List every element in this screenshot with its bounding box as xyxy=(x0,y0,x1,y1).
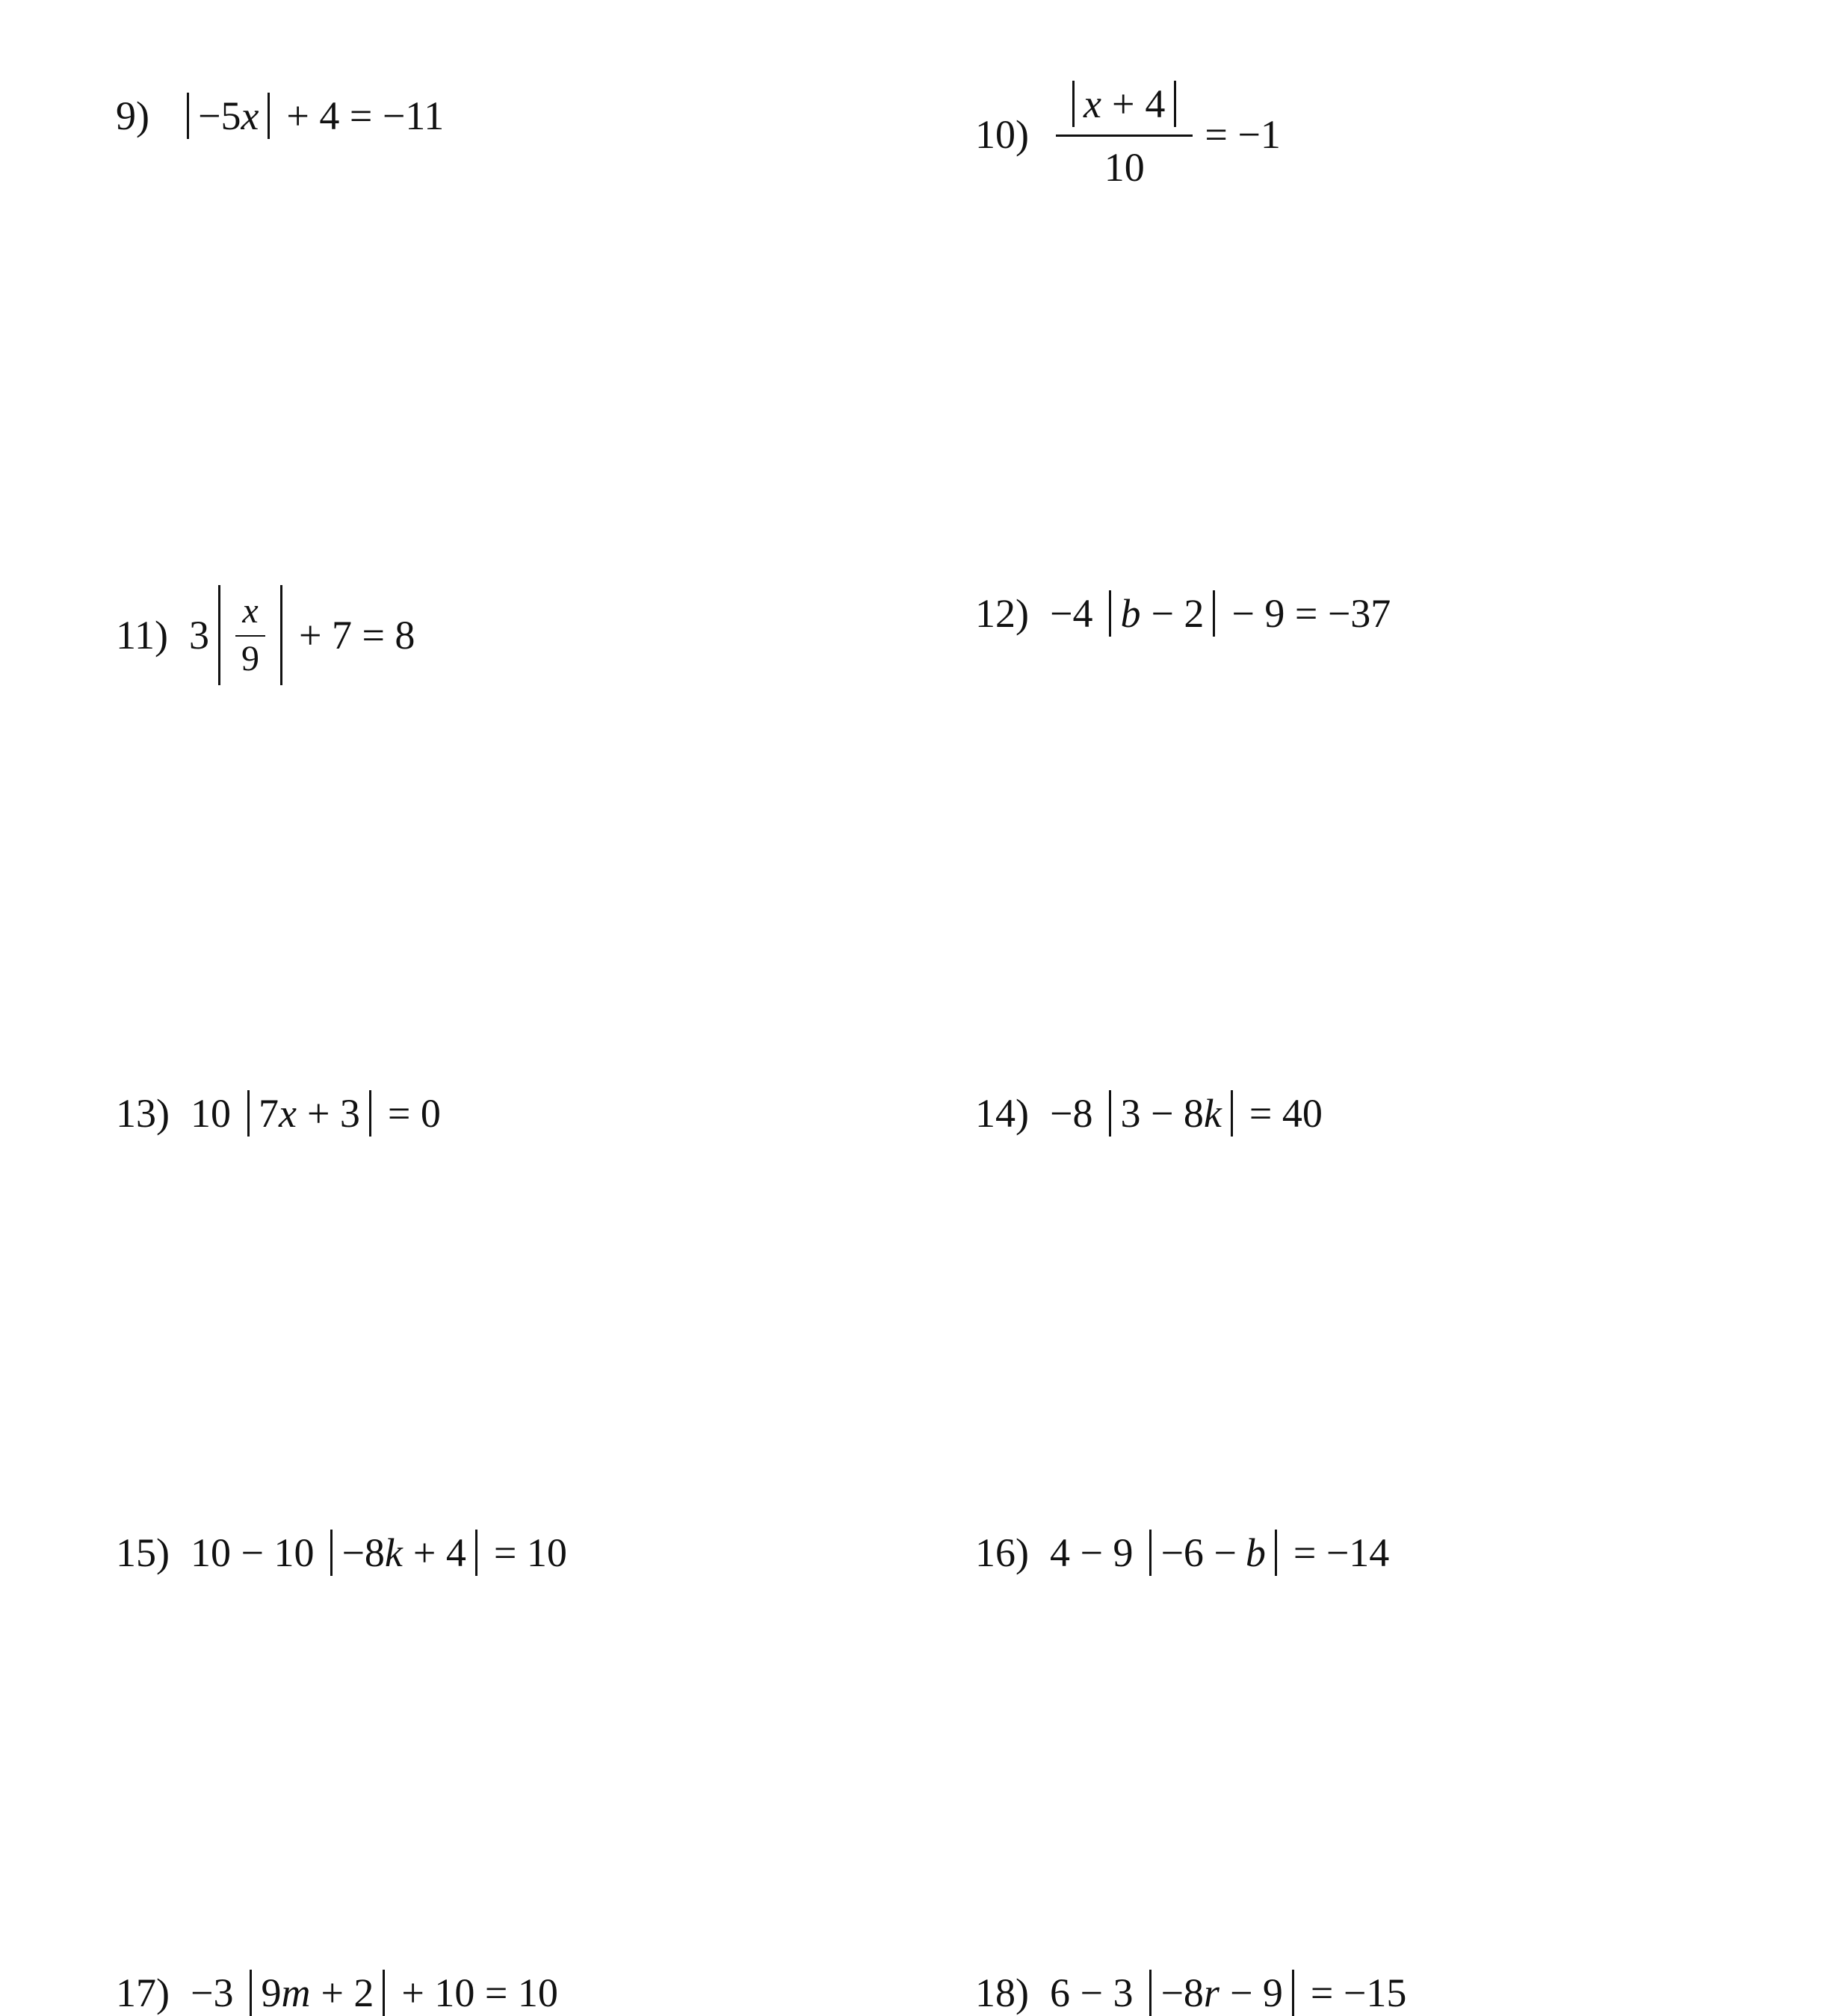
problem-number: 10) xyxy=(975,111,1029,157)
coefficient: 6 − 3 xyxy=(1049,1970,1134,2015)
abs-inner-rest: + 3 xyxy=(306,1091,360,1136)
equation-rest: = 0 xyxy=(387,1091,441,1136)
abs-coefficient: 7 xyxy=(258,1091,279,1136)
absolute-value xyxy=(1140,1530,1285,1576)
equation-rest: + 7 = 8 xyxy=(298,613,415,658)
fraction-line xyxy=(1056,134,1193,137)
equation-rest: = 40 xyxy=(1249,1091,1323,1136)
abs-bar-right xyxy=(1231,1090,1233,1137)
equation-rest: = −1 xyxy=(1205,111,1281,157)
abs-bar-left xyxy=(1109,1090,1111,1137)
denominator: 9 xyxy=(241,639,259,678)
fraction xyxy=(235,593,265,677)
abs-coefficient: 9 xyxy=(261,1970,282,2015)
numerator: x xyxy=(242,591,259,631)
abs-inner-rest: − 9 xyxy=(1229,1970,1283,2015)
absolute-value xyxy=(321,1530,486,1576)
absolute-value xyxy=(209,585,291,685)
problem-number: 11) xyxy=(116,613,168,658)
abs-bar-left xyxy=(330,1530,333,1576)
variable: m xyxy=(281,1970,311,2015)
equation-rest: = −14 xyxy=(1293,1530,1390,1575)
problem-number: 16) xyxy=(975,1530,1029,1575)
operator: + xyxy=(1111,81,1135,126)
variable: r xyxy=(1203,1970,1220,2015)
abs-inner-pre: 3 − 8 xyxy=(1120,1091,1204,1136)
equation-rest: − 9 = −37 xyxy=(1231,591,1391,636)
absolute-value xyxy=(1063,81,1185,127)
variable: k xyxy=(1203,1091,1222,1136)
number: 4 xyxy=(1145,81,1166,126)
abs-bar-right xyxy=(1174,81,1176,127)
equation-rest: = 10 xyxy=(493,1530,567,1575)
problem-11 xyxy=(116,585,415,685)
abs-bar-left xyxy=(247,1090,250,1137)
abs-bar-right xyxy=(268,93,270,139)
equation-rest: + 10 = 10 xyxy=(401,1970,558,2015)
denominator: 10 xyxy=(1104,145,1145,190)
problem-9 xyxy=(116,93,444,139)
coefficient: −8 xyxy=(1049,1091,1093,1136)
absolute-value xyxy=(178,93,279,139)
problem-number: 13) xyxy=(116,1091,170,1136)
abs-bar-left xyxy=(1072,81,1075,127)
abs-bar-left xyxy=(218,585,220,685)
absolute-value xyxy=(1100,590,1224,637)
abs-inner-pre: −8 xyxy=(341,1530,385,1575)
abs-coefficient: −5 xyxy=(197,93,241,138)
problem-number: 9) xyxy=(116,93,149,138)
fraction-line xyxy=(235,635,265,637)
abs-bar-left xyxy=(187,93,189,139)
abs-inner-rest: − 2 xyxy=(1151,591,1205,636)
coefficient: −3 xyxy=(190,1970,234,2015)
abs-bar-right xyxy=(369,1090,371,1137)
abs-bar-right xyxy=(1275,1530,1277,1576)
problem-10 xyxy=(975,81,1281,188)
problem-16 xyxy=(975,1530,1389,1576)
variable: x xyxy=(1083,81,1101,126)
problem-number: 18) xyxy=(975,1970,1029,2015)
coefficient: 10 xyxy=(190,1091,231,1136)
absolute-value xyxy=(1100,1090,1241,1137)
problem-15 xyxy=(116,1530,567,1576)
variable: x xyxy=(241,93,259,138)
variable: b xyxy=(1245,1530,1266,1575)
problem-number: 17) xyxy=(116,1970,170,2015)
coefficient: 10 − 10 xyxy=(190,1530,315,1575)
problem-number: 15) xyxy=(116,1530,170,1575)
abs-bar-right xyxy=(280,585,282,685)
abs-inner-pre: −6 − xyxy=(1160,1530,1237,1575)
abs-bar-left xyxy=(1109,590,1111,637)
coefficient: −4 xyxy=(1049,591,1093,636)
coefficient: 4 − 9 xyxy=(1049,1530,1134,1575)
problem-14 xyxy=(975,1090,1323,1137)
coefficient: 3 xyxy=(188,613,209,658)
fraction xyxy=(1056,81,1193,188)
abs-bar-right xyxy=(1213,590,1215,637)
problem-number: 14) xyxy=(975,1091,1029,1136)
variable: b xyxy=(1120,591,1141,636)
abs-inner-pre: −8 xyxy=(1160,1970,1204,2015)
variable: x xyxy=(278,1091,297,1136)
abs-bar-left xyxy=(1149,1530,1152,1576)
abs-inner-rest: + 2 xyxy=(321,1970,374,2015)
abs-bar-right xyxy=(475,1530,477,1576)
problem-13 xyxy=(116,1090,441,1137)
abs-inner-rest: + 4 xyxy=(412,1530,466,1575)
problem-12 xyxy=(975,590,1391,637)
problem-number: 12) xyxy=(975,591,1029,636)
equation-rest: + 4 = −11 xyxy=(286,93,445,138)
equation-rest: = −15 xyxy=(1310,1970,1407,2015)
absolute-value xyxy=(238,1090,380,1137)
variable: k xyxy=(384,1530,403,1575)
